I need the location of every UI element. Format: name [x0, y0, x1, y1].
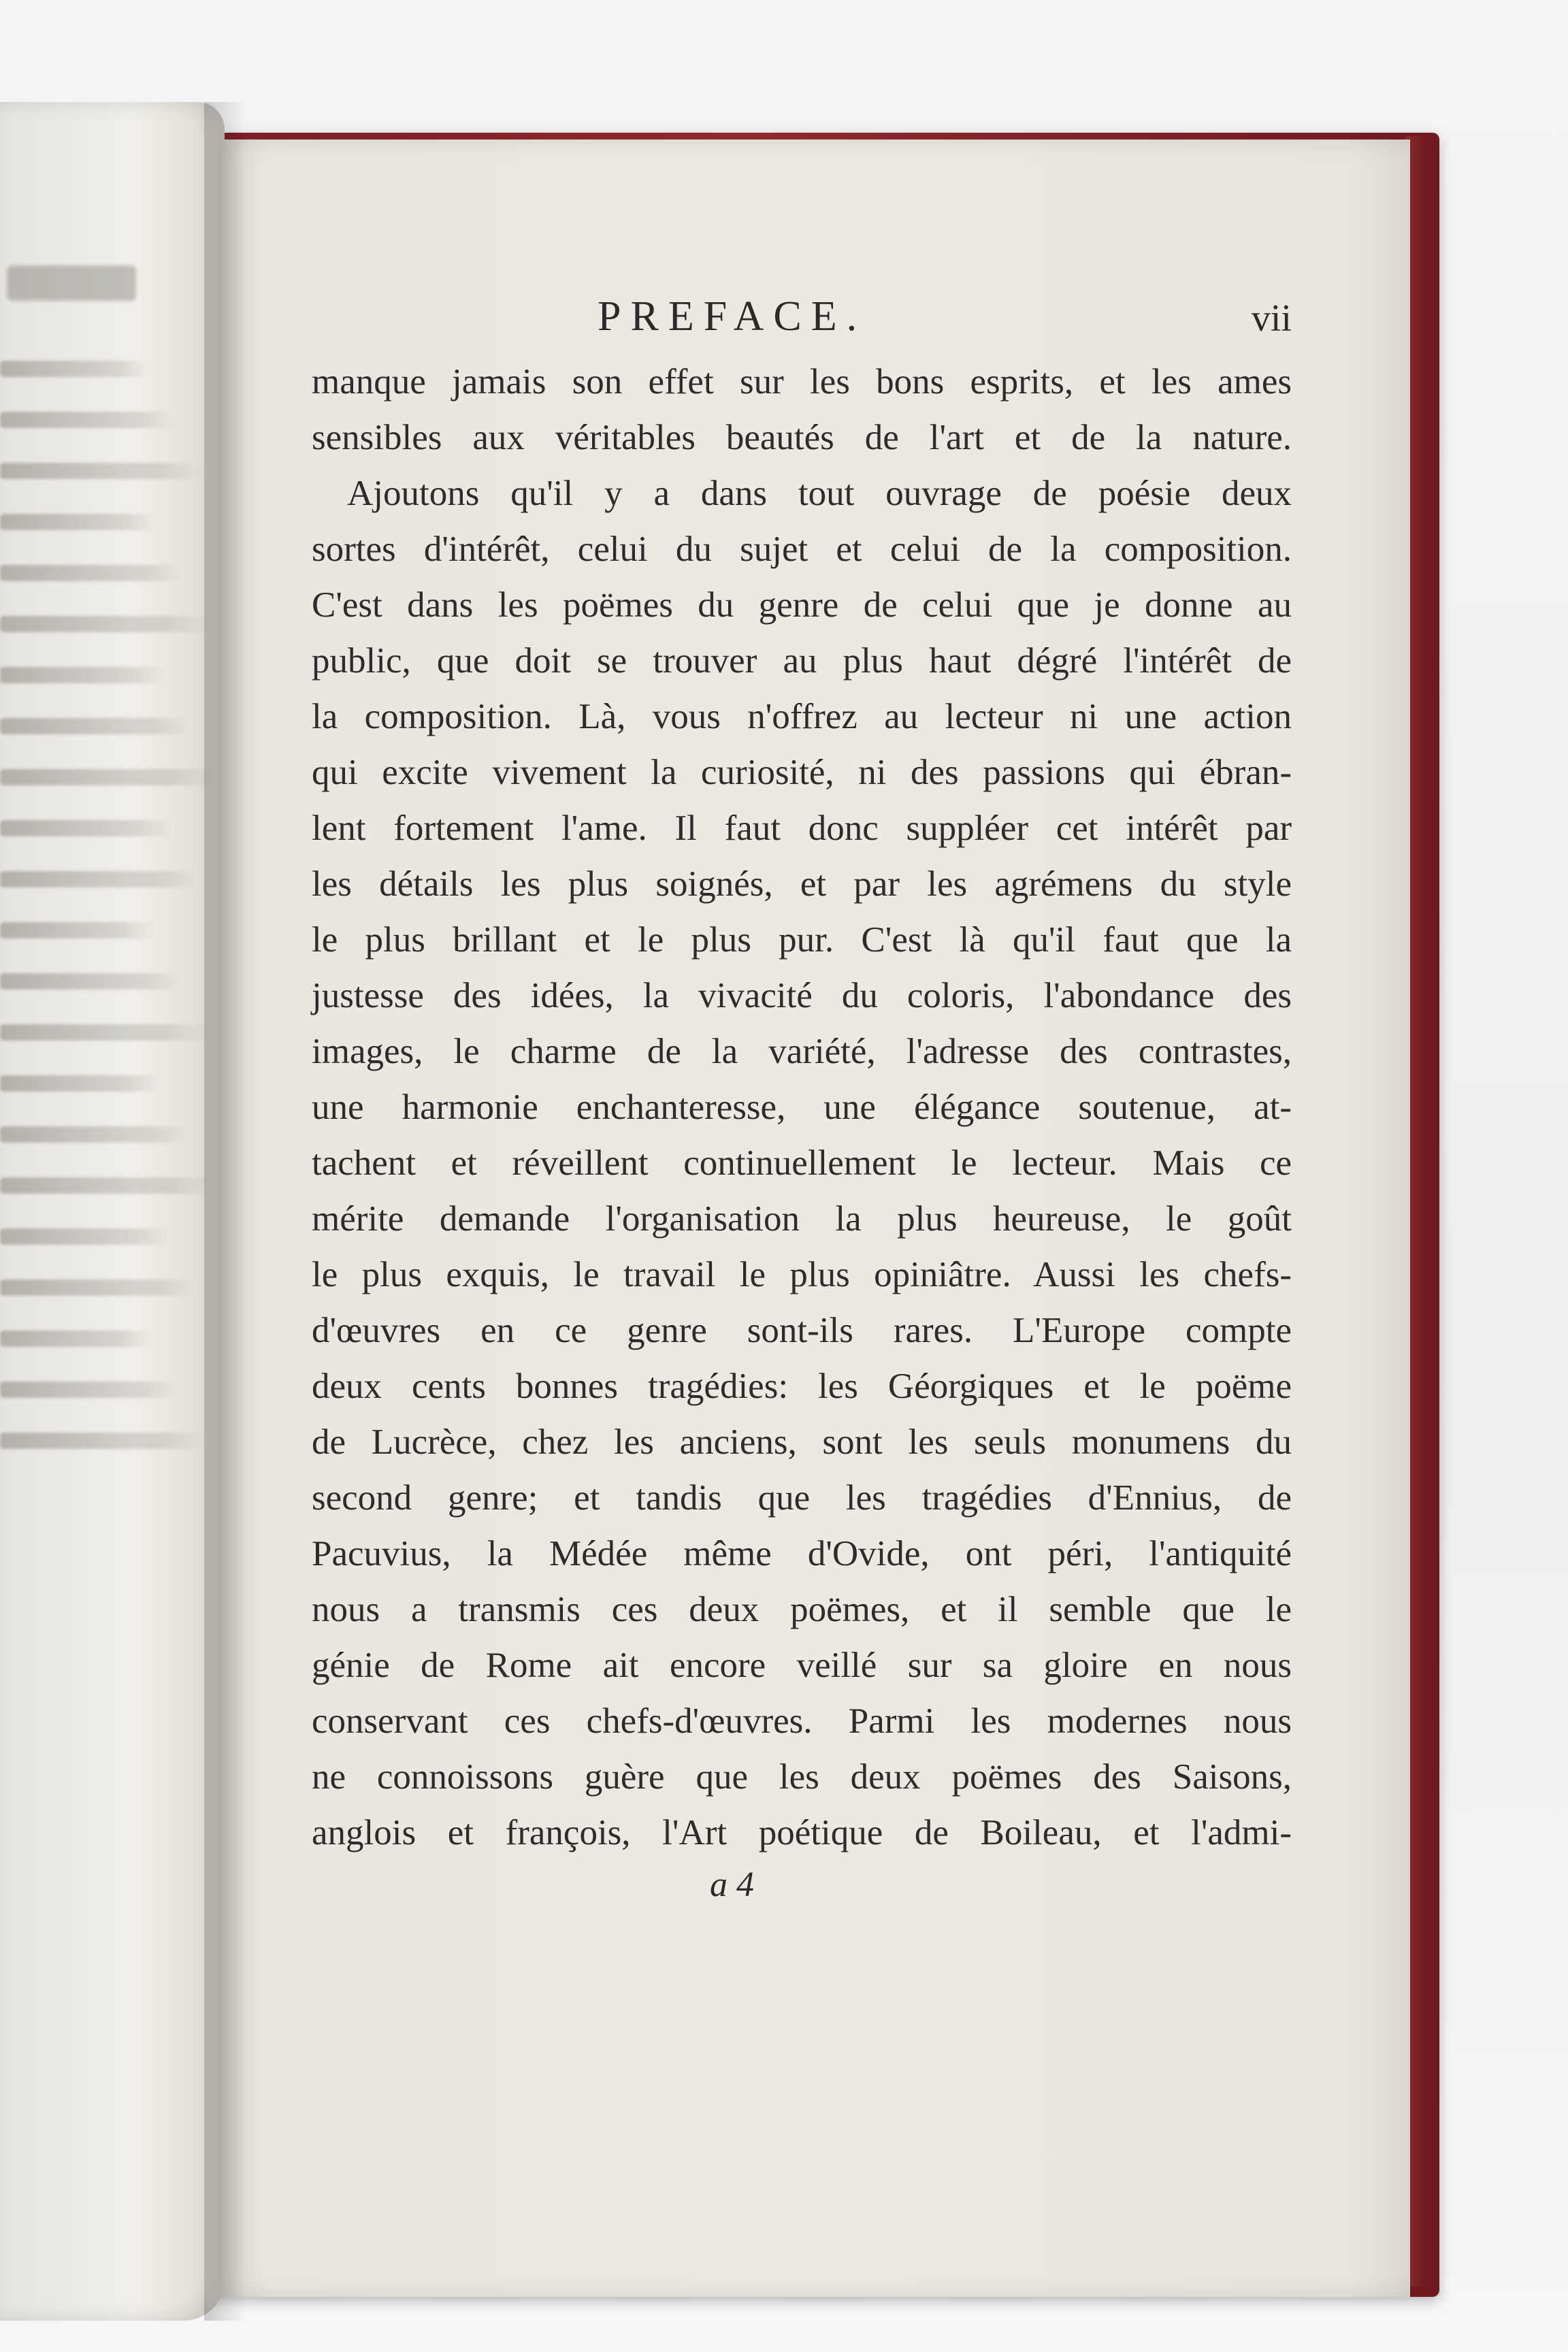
- text-line: conservant ces chefs-d'œuvres. Parmi les modernes nous: [312, 1701, 1292, 1741]
- left-page-line: [0, 616, 208, 632]
- left-page-line: [0, 412, 175, 428]
- text-line: mérite demande l'organisation la plus heureuse, le goût: [312, 1199, 1292, 1239]
- left-page-text-blur: [0, 361, 225, 2130]
- left-page-line: [0, 769, 215, 785]
- text-line: Ajoutons qu'il y a dans tout ouvrage de poésie deux: [347, 474, 1292, 513]
- left-page-line: [0, 922, 154, 938]
- signature-mark: a 4: [710, 1865, 754, 1904]
- text-line: sortes d'intérêt, celui du sujet et celui de la composition.: [312, 529, 1292, 569]
- left-page-line: [0, 514, 157, 530]
- text-line: justesse des idées, la vivacité du coloris, l'abondance des: [312, 976, 1292, 1015]
- left-page-line: [0, 1330, 152, 1347]
- text-line: le plus brillant et le plus pur. C'est là qu'il faut que la: [312, 920, 1292, 960]
- text-line: la composition. Là, vous n'offrez au lecteur ni une action: [312, 697, 1292, 736]
- left-page-line: [0, 973, 180, 990]
- text-line: qui excite vivement la curiosité, ni des passions qui ébran-: [312, 753, 1292, 792]
- running-head: [312, 293, 1292, 354]
- left-page-line: [0, 1382, 177, 1398]
- left-page-header-blur: [7, 265, 136, 301]
- text-line: second genre; et tandis que les tragédies d'Ennius, de: [312, 1478, 1292, 1518]
- left-page-line: [0, 1177, 212, 1194]
- left-page-line: [0, 1075, 162, 1092]
- left-page-line: [0, 1024, 205, 1041]
- left-page-line: [0, 820, 172, 836]
- text-line: anglois et françois, l'Art poétique de Boileau, et l'admi-: [312, 1813, 1292, 1852]
- left-page-line: [0, 1228, 169, 1245]
- text-line: ne connoissons guère que les deux poëmes des Saisons,: [312, 1757, 1292, 1797]
- left-page-line: [0, 871, 197, 887]
- body-text: [312, 354, 1292, 1861]
- text-line: images, le charme de la variété, l'adresse des contrastes,: [312, 1032, 1292, 1071]
- left-page-line: [0, 718, 190, 734]
- left-page-line: [0, 1433, 202, 1449]
- text-line: public, que doit se trouver au plus haut dégré l'intérêt de: [312, 641, 1292, 681]
- text-line: génie de Rome ait encore veillé sur sa gloire en nous: [312, 1646, 1292, 1685]
- left-page-line: [0, 1279, 195, 1296]
- text-line: d'œuvres en ce genre sont-ils rares. L'Europe compte: [312, 1311, 1292, 1350]
- text-line: une harmonie enchanteresse, une élégance soutenue, at-: [312, 1088, 1292, 1127]
- text-line: C'est dans les poëmes du genre de celui que je donne au: [312, 585, 1292, 625]
- left-page-line: [0, 361, 150, 377]
- text-line: le plus exquis, le travail le plus opiniâtre. Aussi les chefs-: [312, 1255, 1292, 1294]
- left-page-line: [0, 1126, 187, 1143]
- page-number: vii: [1251, 297, 1292, 340]
- text-line: les détails les plus soignés, et par les agrémens du style: [312, 864, 1292, 904]
- left-page-line: [0, 667, 165, 683]
- spine-shadow: [204, 102, 245, 2321]
- left-page-line: [0, 463, 200, 479]
- text-line: manque jamais son effet sur les bons esprits, et les ames: [312, 362, 1292, 402]
- text-line: lent fortement l'ame. Il faut donc suppléer cet intérêt par: [312, 808, 1292, 848]
- text-line: sensibles aux véritables beautés de l'art et de la nature.: [312, 418, 1292, 457]
- text-line: Pacuvius, la Médée même d'Ovide, ont péri, l'antiquité: [312, 1534, 1292, 1573]
- text-line: de Lucrèce, chez les anciens, sont les seuls monumens du: [312, 1422, 1292, 1462]
- text-line: tachent et réveillent continuellement le lecteur. Mais ce: [312, 1143, 1292, 1183]
- page-title: PREFACE.: [598, 293, 867, 340]
- page-text-block: [312, 293, 1292, 1861]
- text-line: deux cents bonnes tragédies: les Géorgiques et le poëme: [312, 1367, 1292, 1406]
- left-facing-page: [0, 102, 225, 2321]
- left-page-line: [0, 565, 182, 581]
- text-line: nous a transmis ces deux poëmes, et il semble que le: [312, 1590, 1292, 1629]
